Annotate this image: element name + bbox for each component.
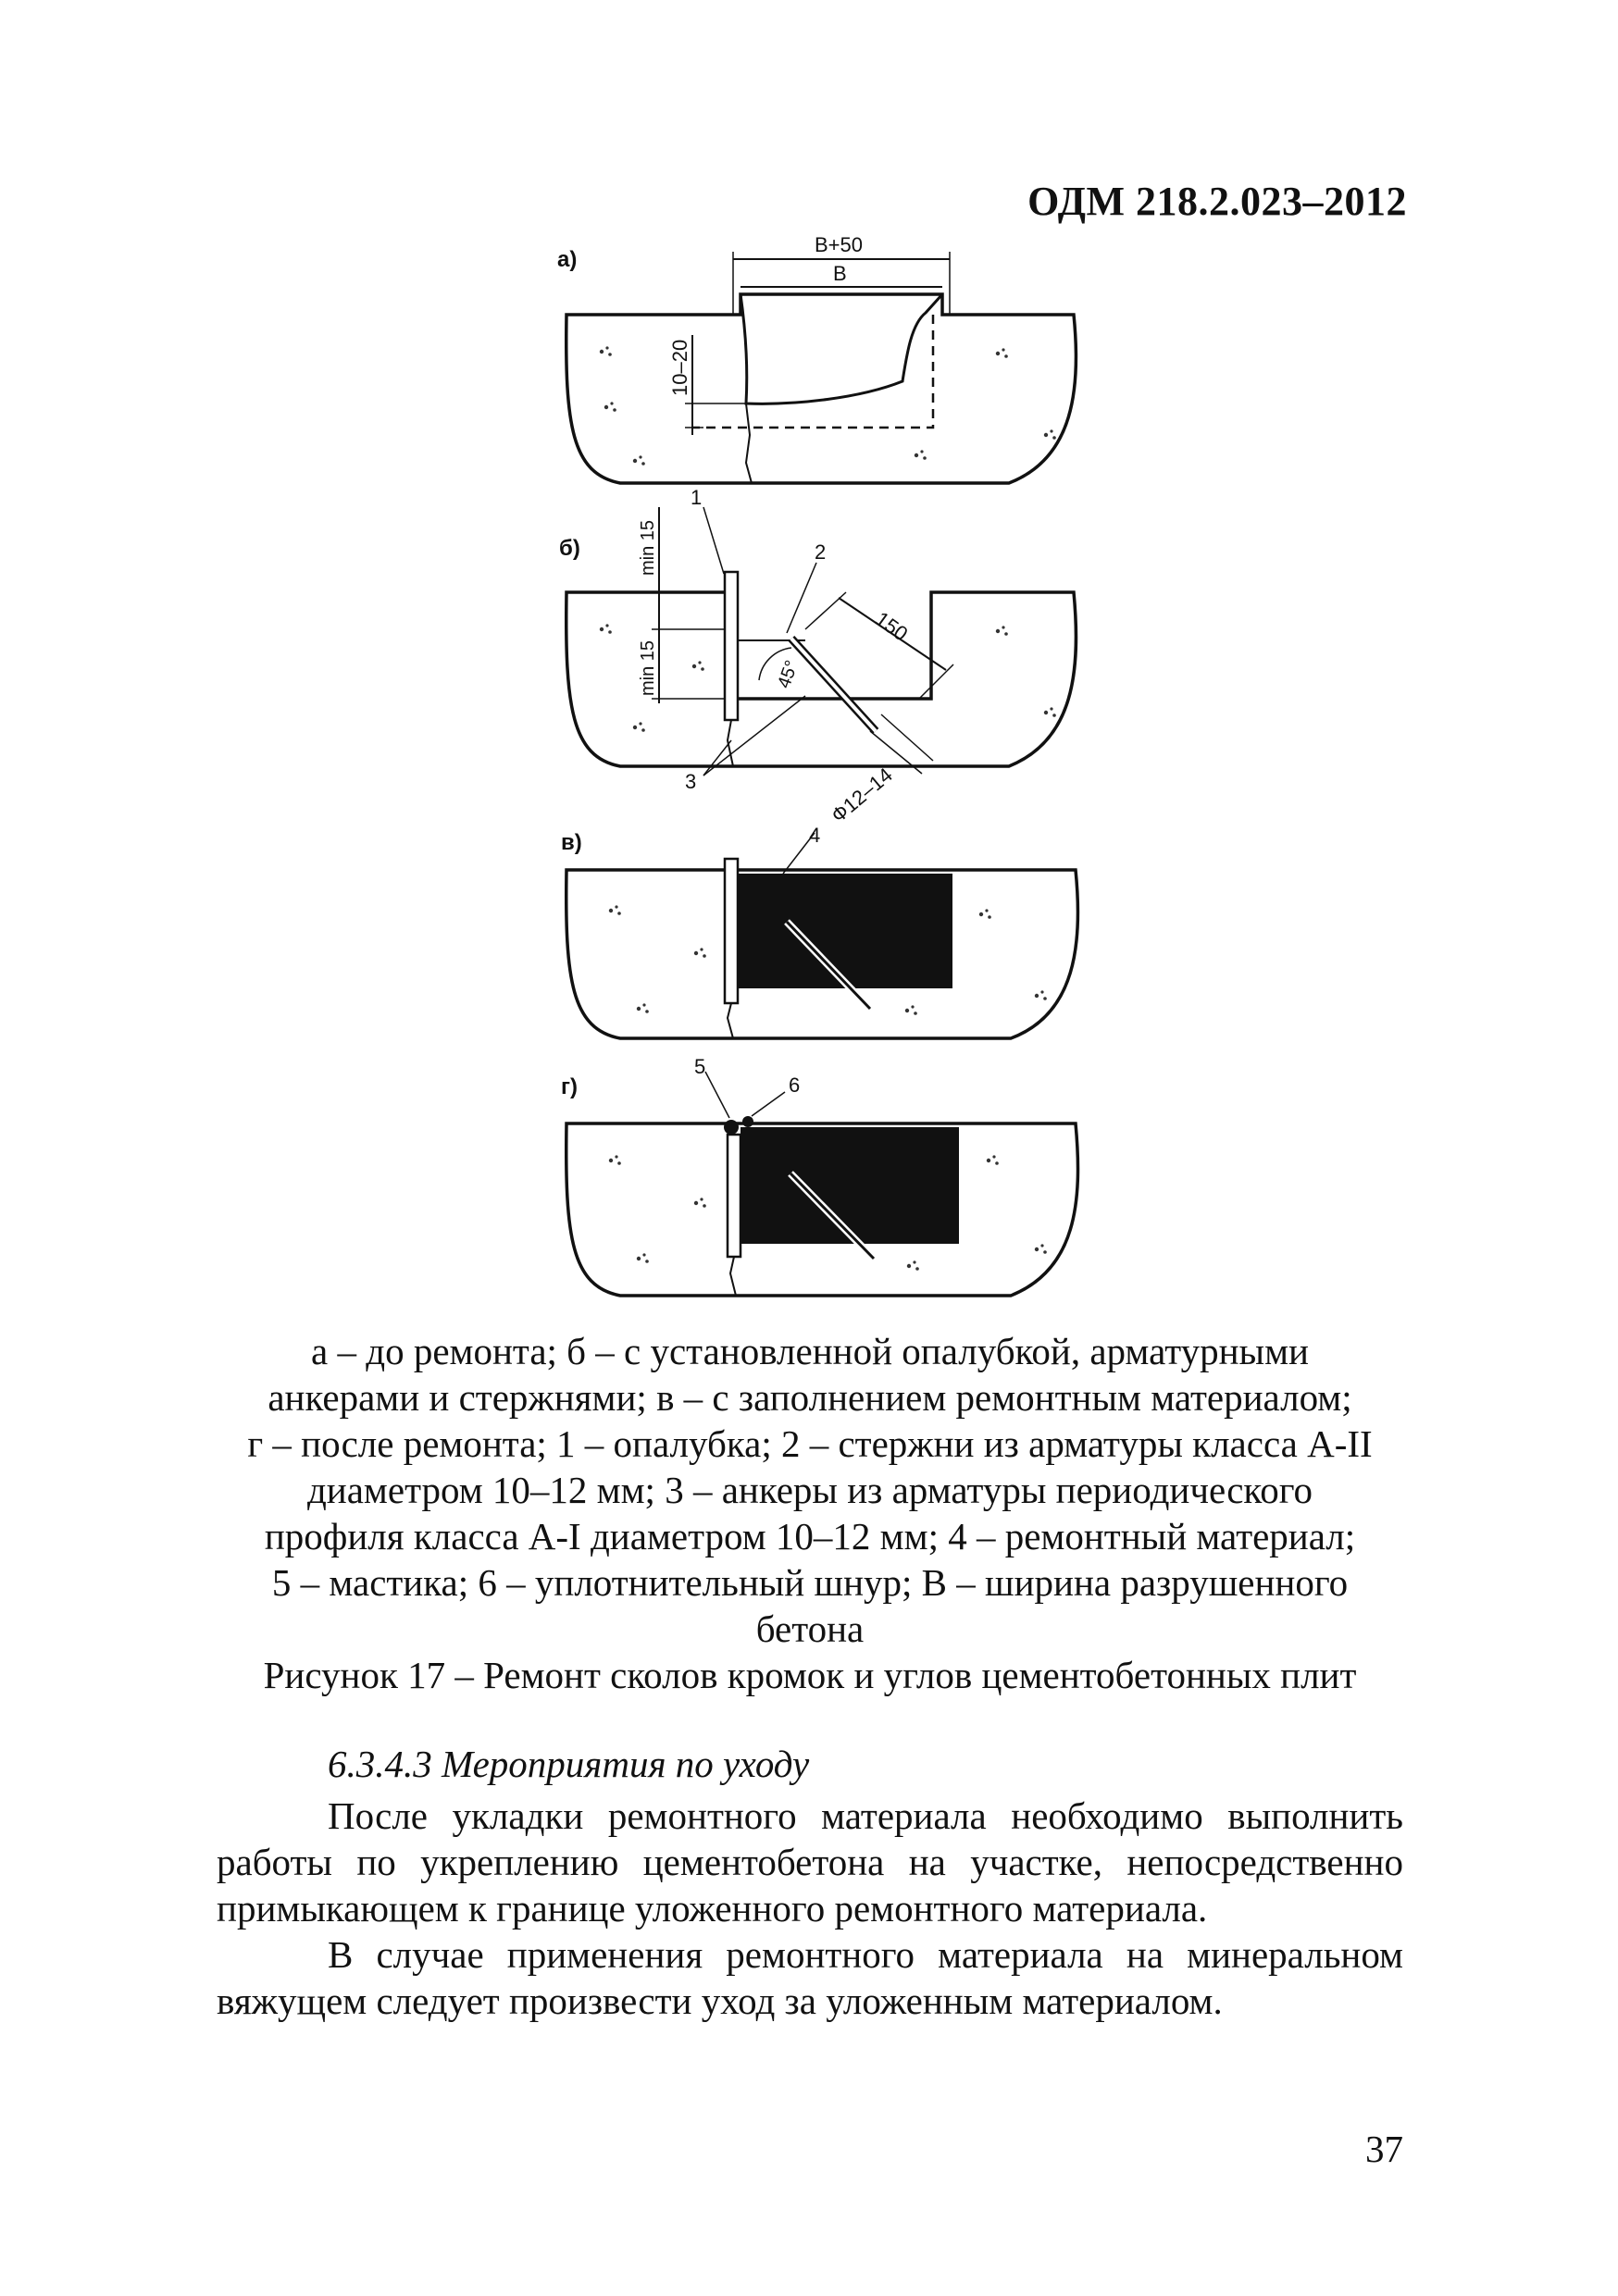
- repair-material-d: [741, 1127, 959, 1244]
- section-body: [217, 1793, 1403, 2024]
- mastic-d: [724, 1120, 739, 1135]
- callout-6: 6: [789, 1074, 801, 1097]
- dim-min15-top: min 15: [638, 519, 658, 576]
- caption-line: 5 – мастика; 6 – уплотнительный шнур; В – ширина разрушенного: [271, 1561, 1349, 1604]
- caption-line: диаметром 10–12 мм; 3 – анкеры из арматуры периодического: [306, 1469, 1313, 1511]
- formwork-d: [728, 1135, 741, 1257]
- damage-edge-a: [741, 294, 942, 403]
- dim-angle: 45°: [774, 657, 803, 691]
- document-code: ОДМ 218.2.023–2012: [1027, 179, 1407, 224]
- panel-b-label: б): [559, 536, 580, 561]
- crack-a: [746, 403, 752, 483]
- sealing-cord-d: [742, 1116, 753, 1127]
- caption-line: а – до ремонта; б – с установленной опалубкой, арматурными: [311, 1330, 1309, 1372]
- panel-c-label: в): [561, 830, 582, 855]
- section-heading: 6.3.4.3 Мероприятия по уходу: [328, 1743, 810, 1785]
- callout-5: 5: [694, 1055, 706, 1078]
- callout-4: 4: [809, 824, 821, 847]
- slab-outline-a: [566, 294, 1077, 483]
- dim-bplus50: B+50: [815, 233, 863, 256]
- paragraph: В случае применения ремонтного материала на минеральном вяжущем следует произвести уход за уложенным материалом.: [217, 1933, 1403, 2022]
- cut-outline-a: [692, 315, 933, 428]
- callout-1: 1: [691, 486, 703, 509]
- caption-line: бетона: [755, 1607, 865, 1650]
- caption-line: г – после ремонта; 1 – опалубка; 2 – стержни из арматуры класса А-II: [247, 1422, 1373, 1465]
- panel-c: [561, 824, 1078, 1038]
- page-number: 37: [1365, 2128, 1403, 2170]
- callout-3: 3: [685, 770, 697, 793]
- panel-a: [557, 233, 1077, 483]
- panel-d-label: г): [561, 1074, 578, 1099]
- formwork-c: [725, 859, 738, 1003]
- caption-line: профиля класса А-I диаметром 10–12 мм; 4 – ремонтный материал;: [264, 1515, 1356, 1558]
- figure-caption: [222, 1328, 1398, 1698]
- dim-150: 150: [871, 606, 913, 646]
- panel-a-label: а): [557, 247, 578, 272]
- dim-diameter: Ф12–14: [827, 763, 897, 827]
- panel-d: [561, 1055, 1078, 1296]
- caption-line: анкерами и стержнями; в – с заполнением ремонтным материалом;: [268, 1376, 1352, 1419]
- repair-material-c: [738, 874, 952, 988]
- dim-min15-side: min 15: [638, 639, 658, 696]
- formwork-b: [725, 572, 738, 720]
- figure-title: Рисунок 17 – Ремонт сколов кромок и углов цементобетонных плит: [263, 1654, 1357, 1696]
- dim-depth: 10–20: [668, 339, 691, 396]
- paragraph: После укладки ремонтного материала необходимо выполнить работы по укреплению цементобетона на участке, непосредственно примыкающем к границе уложенного ремонтного материала.: [217, 1794, 1403, 1930]
- dim-b: B: [833, 262, 847, 285]
- panel-b: [559, 486, 1077, 827]
- callout-2: 2: [815, 540, 827, 564]
